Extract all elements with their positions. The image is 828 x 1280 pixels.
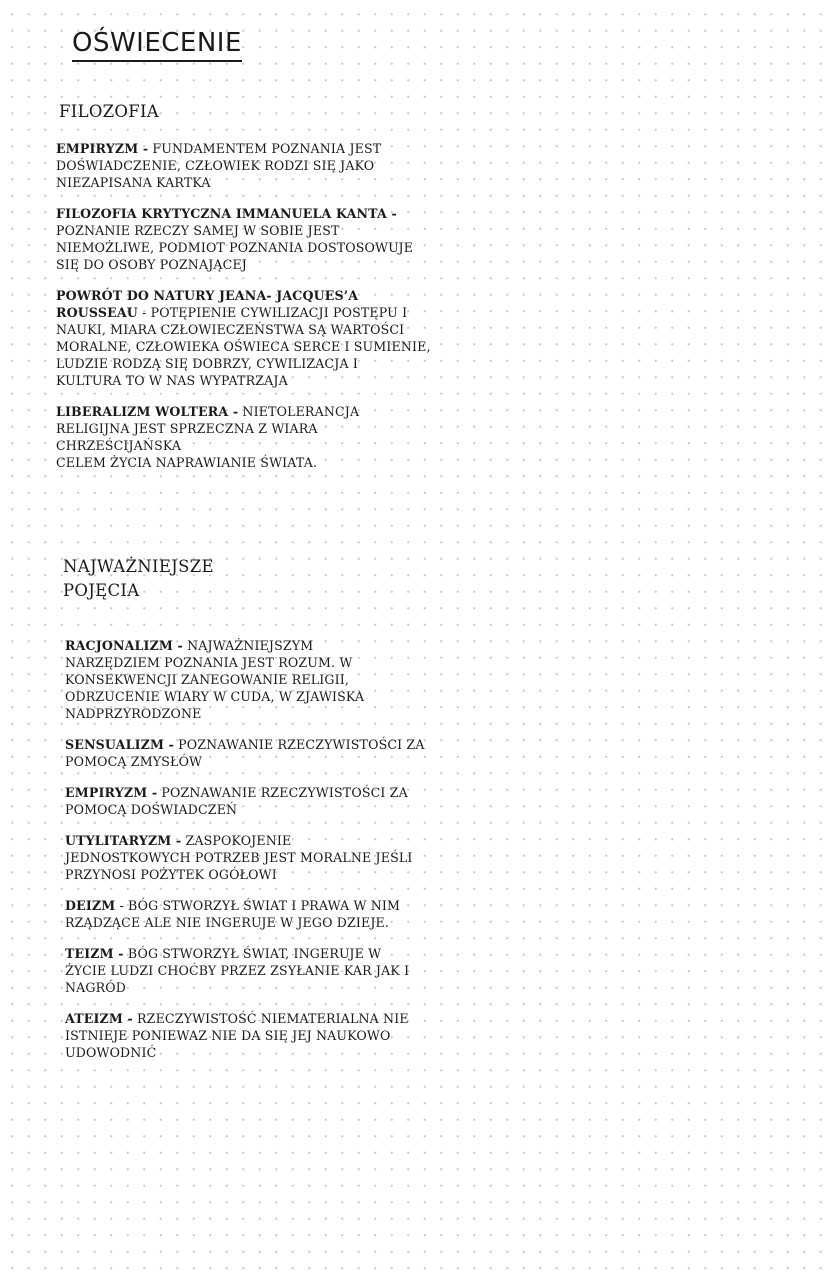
definition-teizm: BÓG STWORZYŁ ŚWIAT, INGERUJE W ŻYCIE LUDZI CHOĆBY PRZEZ ZSYŁANIE KAR JAK I NAGRÓD: [65, 946, 410, 995]
pojecia-list: [65, 637, 485, 1075]
list-item: [65, 637, 485, 722]
term-sensualizm: SENSUALIZM -: [65, 737, 174, 752]
list-item: [65, 784, 485, 818]
section-heading-pojecia-line2: POJĘCIA: [63, 581, 140, 600]
list-item: [56, 403, 476, 471]
definition-ateizm: RZECZYWISTOŚĆ NIEMATERIALNA NIE ISTNIEJE PONIEWAZ NIE DA SIĘ JEJ NAUKOWO UDOWODNIĆ: [65, 1011, 409, 1060]
term-racjonalizm: RACJONALIZM -: [65, 638, 183, 653]
list-item: [65, 945, 485, 996]
list-item: [65, 1010, 485, 1061]
list-item: [65, 736, 485, 770]
definition-sensualizm: POZNAWANIE RZECZYWISTOŚCI ZA POMOCĄ ZMYSŁÓW: [65, 737, 425, 769]
term-powrot-do-natury: POWRÓT DO NATURY JEANA- JACQUES’A ROUSSEAU: [56, 288, 359, 320]
section-heading-filozofia: FILOZOFIA: [59, 102, 160, 121]
term-ateizm: ATEIZM -: [65, 1011, 133, 1026]
definition-liberalizm-woltera: NIETOLERANCJA RELIGIJNA JEST SPRZECZNA Z WIARA CHRZEŚCIJAŃSKA CELEM ŻYCIA NAPRAWIANIE ŚWIATA.: [56, 404, 360, 470]
definition-deizm: - BÓG STWORZYŁ ŚWIAT I PRAWA W NIM RZĄDZĄCE ALE NIE INGERUJE W JEGO DZIEJE.: [65, 898, 401, 930]
list-item: [56, 287, 476, 389]
definition-powrot-do-natury: - POTĘPIENIE CYWILIZACJI POSTĘPU I NAUKI, MIARA CZŁOWIECZEŃSTWA SĄ WARTOŚCI MORALNE, CZŁOWIEKA OŚWIECA SERCE I SUMIENIE, LUDZIE RODZĄ SIĘ DOBRZY, CYWILIZACJA I KULTURA TO W NAS WYPATRZAJA: [56, 305, 431, 388]
term-filozofia-krytyczna: FILOZOFIA KRYTYCZNA IMMANUELA KANTA -: [56, 206, 397, 221]
list-item: [56, 205, 476, 273]
section-heading-pojecia-line1: NAJWAŻNIEJSZE: [63, 557, 214, 576]
definition-filozofia-krytyczna: POZNANIE RZECZY SAMEJ W SOBIE JEST NIEMOŻLIWE, PODMIOT POZNANIA DOSTOSOWUJE SIĘ DO OSOBY POZNAJĄCEJ: [56, 223, 414, 272]
term-empiryzm-2: EMPIRYZM -: [65, 785, 158, 800]
section-heading-pojecia: [63, 555, 214, 603]
filozofia-list: [56, 140, 476, 485]
term-deizm: DEIZM: [65, 898, 116, 913]
term-liberalizm-woltera: LIBERALIZM WOLTERA -: [56, 404, 239, 419]
page-title: OŚWIECENIE: [72, 28, 242, 62]
list-item: [65, 897, 485, 931]
definition-utylitaryzm: ZASPOKOJENIE JEDNOSTKOWYCH POTRZEB JEST MORALNE JEŚLI PRZYNOSI POŻYTEK OGÓŁOWI: [65, 833, 413, 882]
list-item: [65, 832, 485, 883]
list-item: [56, 140, 476, 191]
term-utylitaryzm: UTYLITARYZM -: [65, 833, 182, 848]
definition-racjonalizm: NAJWAŻNIEJSZYM NARZĘDZIEM POZNANIA JEST ROZUM. W KONSEKWENCJI ZANEGOWANIE RELIGII, ODRZUCENIE WIARY W CUDA, W ZJAWISKA NADPRZYRODZONE: [65, 638, 365, 721]
term-teizm: TEIZM -: [65, 946, 124, 961]
term-empiryzm: EMPIRYZM -: [56, 141, 149, 156]
definition-empiryzm: FUNDAMENTEM POZNANIA JEST DOŚWIADCZENIE, CZŁOWIEK RODZI SIĘ JAKO NIEZAPISANA KARTKA: [56, 141, 382, 190]
definition-empiryzm-2: POZNAWANIE RZECZYWISTOŚCI ZA POMOCĄ DOŚWIADCZEŃ: [65, 785, 408, 817]
